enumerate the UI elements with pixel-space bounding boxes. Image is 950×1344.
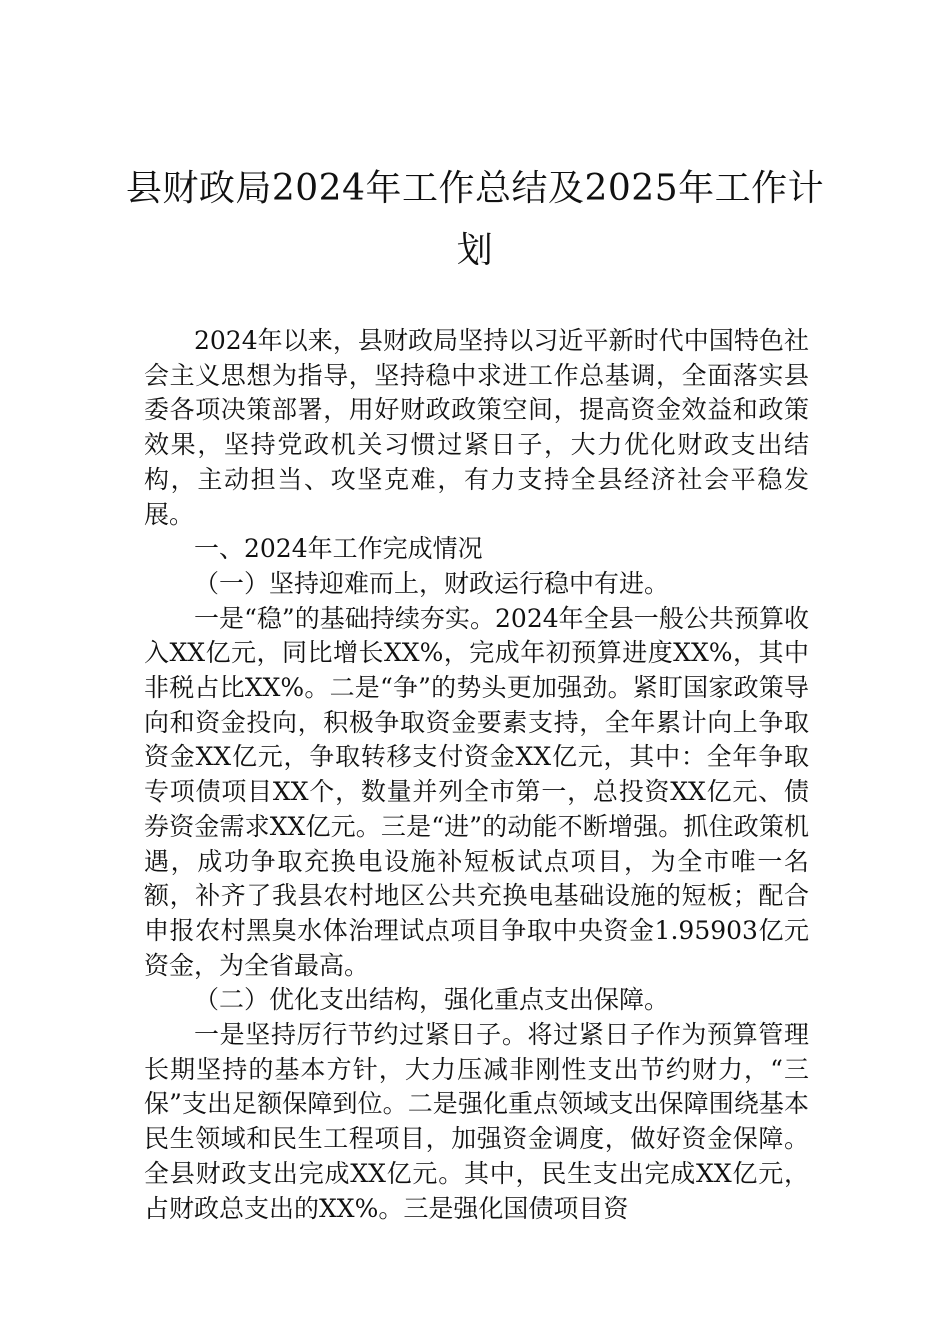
subsection-2-paragraph: 一是坚持厉行节约过紧日子。将过紧日子作为预算管理长期坚持的基本方针，大力压减非刚性支出节约财力，“三保”支出足额保障到位。二是强化重点领域支出保障围绕基本民生领域和民生工程项目，加强资金调度，做好资金保障。全县财政支出完成XX亿元。其中，民生支出完成XX亿元，占财政总支出的XX%。三是强化国债项目资: [144, 1020, 809, 1223]
document-body: [144, 324, 809, 1226]
subsection-heading-2: （二）优化支出结构，强化重点支出保障。: [194, 985, 670, 1015]
intro-paragraph: 2024年以来，县财政局坚持以习近平新时代中国特色社会主义思想为指导，坚持稳中求进工作总基调，全面落实县委各项决策部署，用好财政政策空间，提高资金效益和政策效果，坚持党政机关习惯过紧日子，大力优化财政支出结构，主动担当、攻坚克难，有力支持全县经济社会平稳发展。: [144, 326, 809, 529]
document-title: [0, 158, 950, 282]
title-line-1: 县财政局2024年工作总结及2025年工作计: [125, 168, 825, 209]
subsection-1-paragraph: 一是“稳”的基础持续夯实。2024年全县一般公共预算收入XX亿元，同比增长XX%，完成年初预算进度XX%，其中非税占比XX%。二是“争”的势头更加强劲。紧盯国家政策导向和资金投向，积极争取资金要素支持，全年累计向上争取资金XX亿元，争取转移支付资金XX亿元，其中：全年争取专项债项目XX个，数量并列全市第一，总投资XX亿元、债券资金需求XX亿元。三是“进”的动能不断增强。抓住政策机遇，成功争取充换电设施补短板试点项目，为全市唯一名额，补齐了我县农村地区公共充换电基础设施的短板；配合申报农村黑臭水体治理试点项目争取中央资金1.95903亿元资金，为全省最高。: [144, 603, 809, 980]
title-line-2: 划: [456, 230, 494, 271]
subsection-heading-1: （一）坚持迎难而上，财政运行稳中有进。: [194, 568, 670, 598]
section-heading-1: 一、2024年工作完成情况: [194, 534, 483, 564]
